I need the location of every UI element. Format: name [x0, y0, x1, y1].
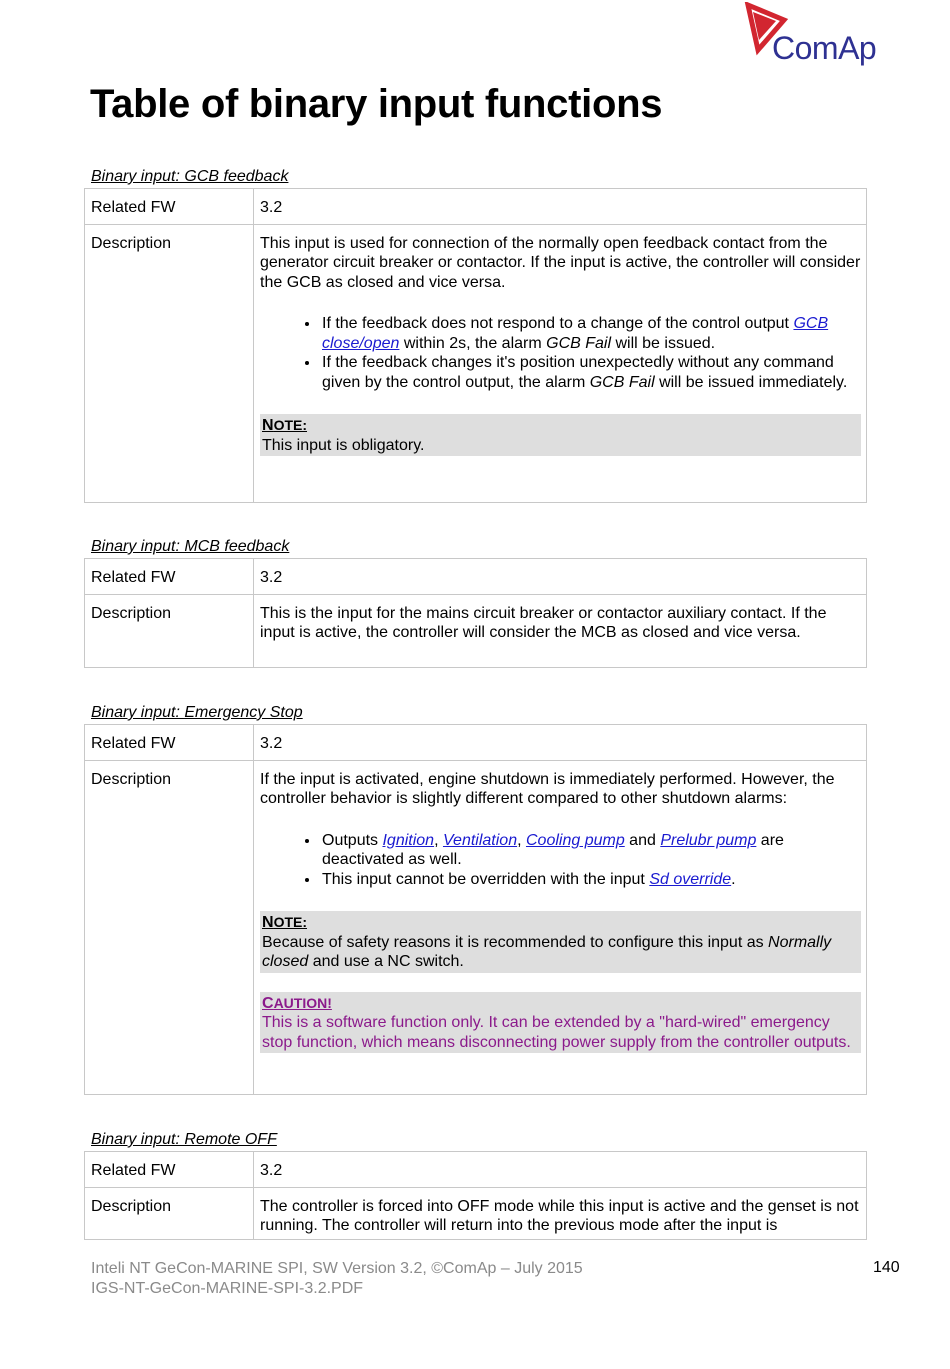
bullet-text: will be issued.	[611, 334, 716, 352]
table-row	[85, 189, 867, 225]
note-text-part: Because of safety reasons it is recommended to configure this input as	[262, 933, 769, 951]
table-emergency-stop	[84, 724, 867, 1095]
related-fw-value: 3.2	[254, 189, 867, 225]
footer-file-name: IGS-NT-GeCon-MARINE-SPI-3.2.PDF	[91, 1280, 364, 1297]
bullet-list	[260, 314, 861, 392]
bullet-text: within 2s, the alarm	[399, 334, 547, 352]
table-row	[85, 1152, 867, 1188]
page-footer	[91, 1259, 583, 1299]
separator: ,	[434, 831, 443, 849]
footer-doc-title: Inteli NT GeCon-MARINE SPI, SW Version 3.2, ©ComAp – July 2015	[91, 1260, 583, 1277]
note-title-initial: N	[262, 914, 274, 931]
caution-title-rest: AUTION!	[273, 994, 332, 1011]
related-fw-label: Related FW	[85, 1152, 254, 1188]
table-row	[85, 1187, 867, 1239]
note-title-rest: OTE:	[273, 417, 308, 433]
bullet-text: are deactivated as well.	[322, 831, 784, 868]
description-label: Description	[85, 594, 254, 667]
description-label: Description	[85, 760, 254, 1094]
list-item	[320, 314, 861, 353]
bullet-text: If the feedback does not respond to a change of the control output	[322, 315, 794, 332]
bullet-list	[260, 831, 861, 890]
description-cell	[254, 760, 867, 1094]
description-cell	[254, 224, 867, 502]
table-row	[85, 725, 867, 761]
description-label: Description	[85, 1187, 254, 1239]
note-title-rest: OTE:	[273, 914, 308, 930]
caution-title	[262, 994, 859, 1014]
logo-wordmark: ComAp	[772, 30, 877, 66]
table-row	[85, 760, 867, 1094]
related-fw-value: 3.2	[254, 1152, 867, 1188]
description-text: The controller is forced into OFF mode while this input is active and the genset is not running. The controller will return into the previous mode after the input is	[254, 1187, 867, 1239]
description-text: This input is used for connection of the normally open feedback contact from the generator circuit breaker or contactor. If the input is active, the controller will consider the GCB as closed and vice versa.	[260, 234, 861, 291]
alarm-name: GCB Fail	[589, 373, 655, 391]
table-row	[85, 224, 867, 502]
bullet-text: Outputs	[322, 831, 383, 849]
note-title	[262, 913, 859, 933]
note-box	[260, 414, 861, 456]
description-text: If the input is activated, engine shutdown is immediately performed. However, the controller behavior is slightly different compared to other shutdown alarms:	[260, 770, 835, 807]
separator: ,	[517, 831, 526, 849]
description-text: This is the input for the mains circuit breaker or contactor auxiliary contact. If the input is active, the controller will consider the MCB as closed and vice versa.	[254, 594, 867, 667]
related-fw-label: Related FW	[85, 559, 254, 595]
section-caption-emergency-stop: Binary input: Emergency Stop	[91, 704, 303, 721]
table-mcb-feedback	[84, 558, 867, 668]
bullet-text: This input cannot be overridden with the input	[322, 870, 650, 888]
table-remote-off	[84, 1151, 867, 1240]
bullet-text: If the feedback changes it's position unexpectedly without any command given by the control output, the alarm	[322, 354, 834, 391]
note-title-initial: N	[262, 417, 274, 434]
link-ventilation[interactable]: Ventilation	[442, 831, 518, 849]
page-number: 140	[873, 1259, 900, 1276]
bullet-text: will be issued immediately.	[654, 373, 848, 391]
related-fw-value: 3.2	[254, 559, 867, 595]
table-row	[85, 559, 867, 595]
note-box	[260, 911, 861, 973]
link-gcb-close-open[interactable]: GCB close/open	[322, 315, 829, 352]
link-ignition[interactable]: Ignition	[382, 831, 435, 849]
list-item	[320, 831, 861, 870]
note-text	[262, 933, 859, 972]
note-text: This input is obligatory.	[262, 436, 425, 454]
note-title	[262, 416, 859, 436]
list-item	[320, 870, 861, 890]
related-fw-label: Related FW	[85, 725, 254, 761]
description-label: Description	[85, 224, 254, 502]
note-emphasis: Normally closed	[262, 933, 832, 970]
alarm-name: GCB Fail	[546, 334, 612, 352]
bullet-text: .	[731, 870, 736, 888]
note-text-part: and use a NC switch.	[308, 953, 464, 970]
link-prelubr-pump[interactable]: Prelubr pump	[660, 831, 757, 849]
page-title: Table of binary input functions	[90, 82, 663, 126]
caution-box	[260, 992, 861, 1054]
section-caption-remote-off: Binary input: Remote OFF	[91, 1131, 277, 1148]
table-row	[85, 594, 867, 667]
related-fw-value: 3.2	[254, 725, 867, 761]
section-caption-mcb-feedback: Binary input: MCB feedback	[91, 538, 290, 555]
link-sd-override[interactable]: Sd override	[649, 870, 732, 888]
separator: and	[624, 831, 661, 849]
section-caption-gcb-feedback: Binary input: GCB feedback	[91, 168, 289, 185]
list-item	[320, 353, 861, 392]
caution-title-initial: C	[262, 994, 274, 1012]
link-cooling-pump[interactable]: Cooling pump	[525, 831, 625, 849]
caution-text: This is a software function only. It can be extended by a "hard-wired" emergency stop function, which means disconnecting power supply from the controller outputs.	[262, 1014, 851, 1051]
table-gcb-feedback	[84, 188, 867, 503]
related-fw-label: Related FW	[85, 189, 254, 225]
